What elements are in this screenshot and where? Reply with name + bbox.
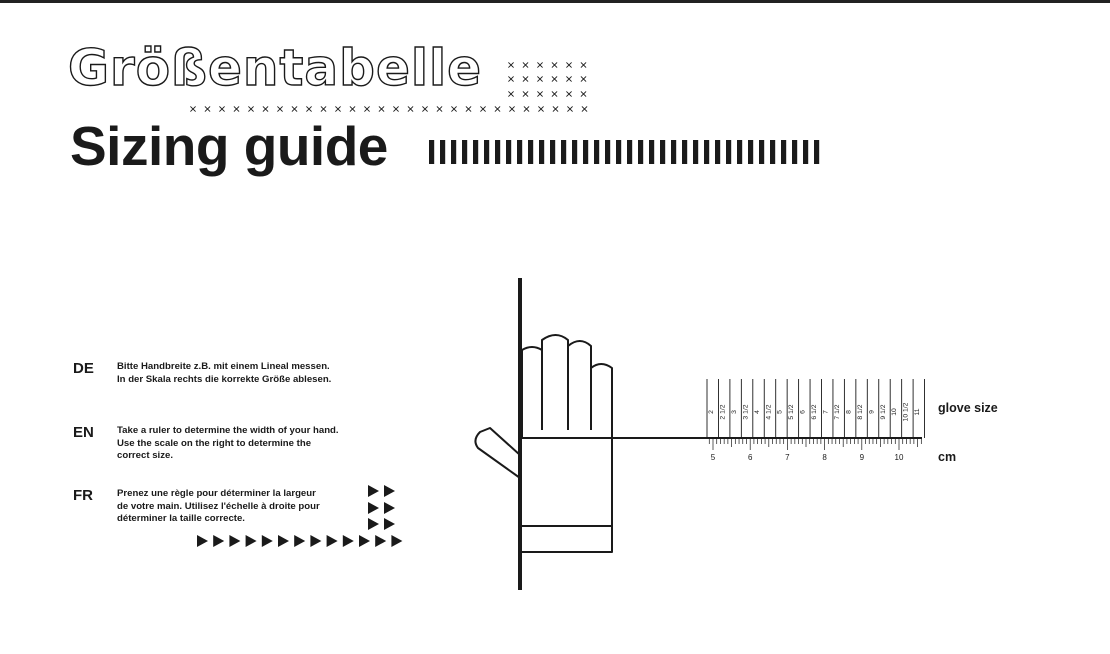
triangle-arrow	[327, 535, 338, 547]
instruction-line: correct size.	[117, 450, 173, 461]
triangle-arrow	[384, 485, 395, 497]
cm-tick-label: 7	[785, 453, 790, 462]
instruction-line: déterminer la taille correcte.	[117, 513, 245, 524]
cm-tick-label: 8	[822, 453, 827, 462]
glove-size-tick-label: 2	[708, 410, 715, 414]
cm-tick-label: 9	[859, 453, 865, 462]
title-english: Sizing guide	[70, 115, 388, 177]
glove-size-tick-label: 7 1/2	[833, 404, 841, 420]
cm-label: cm	[938, 450, 957, 464]
instruction-line: Take a ruler to determine the width of your hand.	[117, 425, 339, 436]
glove-size-tick-label: 6	[799, 410, 807, 414]
triangle-arrow	[368, 485, 379, 497]
triangle-arrow	[262, 535, 273, 547]
glove-size-tick-label: 3 1/2	[742, 404, 750, 420]
finger-shape	[522, 347, 542, 438]
cuff-shape	[520, 526, 612, 552]
triangle-arrow	[391, 535, 402, 547]
triangle-arrow	[368, 518, 379, 530]
lang-code-en: EN	[73, 424, 94, 441]
instruction-line: Use the scale on the right to determine the	[117, 437, 312, 449]
triangle-arrow	[229, 535, 240, 547]
glove-size-tick-label: 8 1/2	[856, 404, 864, 420]
triangle-arrow	[368, 502, 379, 514]
triangle-arrow	[384, 518, 395, 530]
glove-size-tick-label: 4 1/2	[765, 404, 773, 420]
glove-size-tick-label: 9 1/2	[879, 404, 887, 420]
title-german: Größentabelle	[68, 39, 483, 97]
triangle-arrows-icon	[197, 485, 402, 547]
glove-size-tick-label: 3	[730, 410, 738, 414]
instruction-line: Prenez une règle pour déterminer la largeur	[117, 488, 316, 499]
triangle-arrow	[197, 535, 208, 547]
glove-size-tick-label: 10 1/2	[902, 402, 910, 422]
glove-size-tick-label: 8	[845, 410, 853, 414]
lang-code-fr: FR	[73, 487, 93, 504]
triangle-arrow	[310, 535, 321, 547]
glove-size-label: glove size	[938, 401, 998, 415]
triangle-arrow	[384, 502, 395, 514]
instruction-line: de votre main. Utilisez l'échelle à droite pour	[117, 500, 320, 512]
glove-size-tick-label: 4	[753, 410, 761, 414]
triangle-arrow	[375, 535, 386, 547]
hand-outline-icon	[475, 335, 612, 552]
size-scale-ruler	[707, 379, 925, 462]
thumb-shape	[475, 428, 520, 478]
glove-size-tick-label: 7	[822, 410, 830, 414]
cm-tick-label: 6	[747, 453, 753, 462]
lang-code-de: DE	[73, 360, 94, 377]
glove-size-tick-label: 9	[868, 410, 876, 414]
finger-shape	[568, 341, 591, 430]
triangle-arrow	[278, 535, 289, 547]
triangle-arrow	[246, 535, 257, 547]
triangle-arrow	[294, 535, 305, 547]
instruction-line: In der Skala rechts die korrekte Größe ablesen.	[117, 373, 332, 385]
cm-tick-label: 5	[710, 453, 716, 462]
glove-size-tick-label: 11	[914, 408, 922, 416]
glove-size-tick-label: 10	[891, 408, 899, 416]
finger-shape	[542, 335, 568, 430]
triangle-arrow	[359, 535, 370, 547]
glove-size-tick-label: 6 1/2	[811, 404, 819, 420]
glove-size-tick-label: 2 1/2	[719, 404, 727, 420]
instruction-line: Bitte Handbreite z.B. mit einem Lineal messen.	[117, 361, 330, 372]
glove-size-tick-label: 5 1/2	[788, 404, 796, 420]
cm-tick-label: 10	[894, 453, 904, 462]
glove-size-tick-label: 5	[776, 410, 784, 414]
triangle-arrow	[343, 535, 354, 547]
finger-shape	[591, 364, 612, 438]
palm-shape	[520, 438, 612, 526]
triangle-arrow	[213, 535, 224, 547]
